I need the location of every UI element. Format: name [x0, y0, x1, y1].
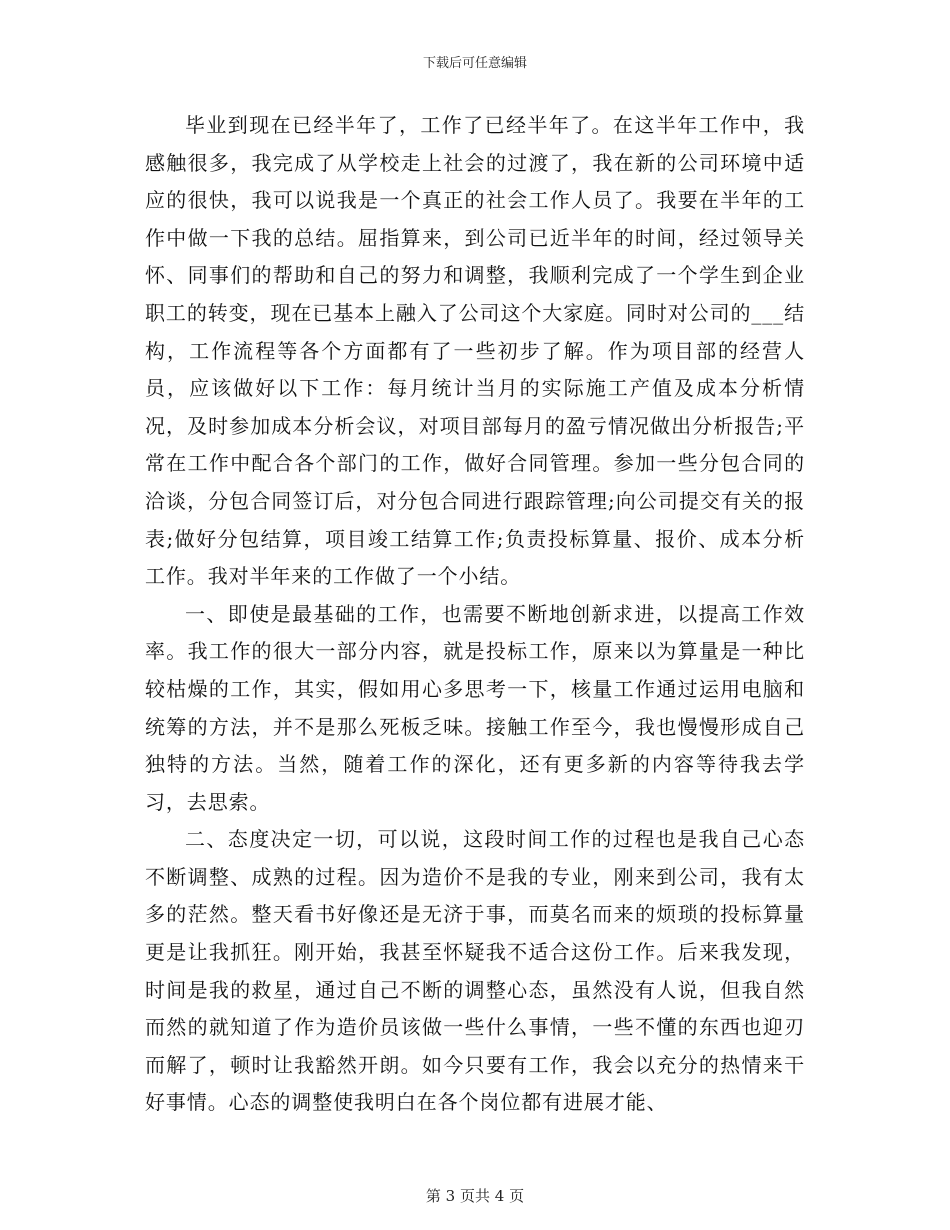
page-header: 下载后可任意编辑 — [422, 56, 527, 71]
paragraph-1: 毕业到现在已经半年了，工作了已经半年了。在这半年工作中，我感触很多，我完成了从学校走上社会的过渡了，我在新的公司环境中适应的很快，我可以说我是一个真正的社会工作人员了。我要在半年的工作中做一下我的总结。屈指算来，到公司已近半年的时间，经过领导关怀、同事们的帮助和自己的努力和调整，我顺利完成了一个学生到企业职工的转变，现在已基本上融入了公司这个大家庭。同时对公司的___结构，工作流程等各个方面都有了一些初步了解。作为项目部的经营人员，应该做好以下工作：每月统计当月的实际施工产值及成本分析情况，及时参加成本分析会议，对项目部每月的盈亏情况做出分析报告;平常在工作中配合各个部门的工作，做好合同管理。参加一些分包合同的洽谈，分包合同签订后，对分包合同进行跟踪管理;向公司提交有关的报表;做好分包结算，项目竣工结算工作;负责投标算量、报价、成本分析工作。我对半年来的工作做了一个小结。 — [145, 113, 805, 589]
document-body — [145, 107, 805, 1122]
paragraph-2: 一、即使是最基础的工作，也需要不断地创新求进，以提高工作效率。我工作的很大一部分内容，就是投标工作，原来以为算量是一种比较枯燥的工作，其实，假如用心多思考一下，核量工作通过运用电脑和统筹的方法，并不是那么死板乏味。接触工作至今，我也慢慢形成自己独特的方法。当然，随着工作的深化，还有更多新的内容等待我去学习，去思索。 — [145, 601, 805, 814]
page-footer: 第 3 页共 4 页 — [425, 1187, 525, 1205]
paragraph-3: 二、态度决定一切，可以说，这段时间工作的过程也是我自己心态不断调整、成熟的过程。因为造价不是我的专业，刚来到公司，我有太多的茫然。整天看书好像还是无济于事，而莫名而来的烦琐的投标算量更是让我抓狂。刚开始，我甚至怀疑我不适合这份工作。后来我发现，时间是我的救星，通过自己不断的调整心态，虽然没有人说，但我自然而然的就知道了作为造价员该做一些什么事情，一些不懂的东西也迎刃而解了，顿时让我豁然开朗。如今只要有工作，我会以充分的热情来干好事情。心态的调整使我明白在各个岗位都有进展才能、 — [145, 827, 805, 1115]
